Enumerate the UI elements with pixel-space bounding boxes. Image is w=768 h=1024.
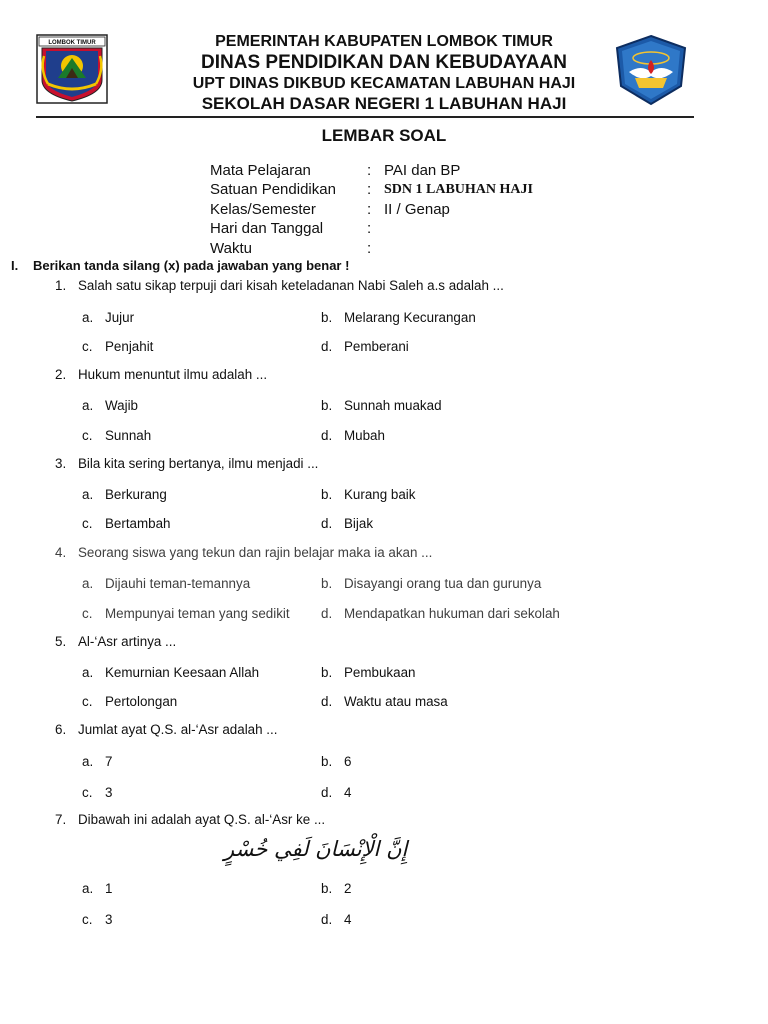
option-1a[interactable] xyxy=(82,310,134,325)
question-2 xyxy=(55,367,267,382)
option-6a[interactable] xyxy=(82,754,112,769)
option-letter: b. xyxy=(321,310,333,325)
section-instruction: Berikan tanda silang (x) pada jawaban yang benar ! xyxy=(33,258,350,273)
info-value: PAI dan BP xyxy=(384,162,461,179)
arabic-verse-text: إِنَّ الْإِنْسَانَ لَفِي خُسْرٍ xyxy=(224,837,408,861)
option-text: Berkurang xyxy=(105,487,167,502)
option-letter: a. xyxy=(82,576,94,591)
info-label: Kelas/Semester xyxy=(210,200,316,218)
question-number: 7. xyxy=(55,812,67,827)
option-7a[interactable] xyxy=(82,881,112,896)
lombok-timur-logo xyxy=(36,34,108,104)
option-letter: c. xyxy=(82,606,93,621)
question-number: 4. xyxy=(55,545,67,560)
option-2d[interactable] xyxy=(321,428,385,443)
option-text: Mubah xyxy=(344,428,385,443)
option-1d[interactable] xyxy=(321,339,409,354)
question-number: 2. xyxy=(55,367,67,382)
option-letter: c. xyxy=(82,339,93,354)
option-5c[interactable] xyxy=(82,694,177,709)
letterhead-government: PEMERINTAH KABUPATEN LOMBOK TIMUR xyxy=(215,33,553,50)
info-label: Waktu xyxy=(210,239,252,257)
option-letter: a. xyxy=(82,881,94,896)
option-letter: b. xyxy=(321,487,333,502)
question-3 xyxy=(55,456,318,471)
question-text: Salah satu sikap terpuji dari kisah keteladanan Nabi Saleh a.s adalah ... xyxy=(78,278,504,293)
question-4 xyxy=(55,545,432,560)
logo-left-caption: LOMBOK TIMUR xyxy=(48,40,96,46)
question-text: Bila kita sering bertanya, ilmu menjadi ... xyxy=(78,456,319,471)
option-text: Mendapatkan hukuman dari sekolah xyxy=(344,606,560,621)
option-1b[interactable] xyxy=(321,310,476,325)
option-5a[interactable] xyxy=(82,665,259,680)
question-number: 3. xyxy=(55,456,67,471)
option-text: 2 xyxy=(344,881,352,896)
option-3a[interactable] xyxy=(82,487,167,502)
info-colon: : xyxy=(367,200,372,218)
option-letter: d. xyxy=(321,606,333,621)
option-text: Sunnah muakad xyxy=(344,398,442,413)
option-4d[interactable] xyxy=(321,606,560,621)
info-value: SDN 1 LABUHAN HAJI xyxy=(384,182,533,198)
option-4c[interactable] xyxy=(82,606,290,621)
info-colon: : xyxy=(367,162,372,179)
option-text: Penjahit xyxy=(105,339,154,354)
option-text: 1 xyxy=(105,881,113,896)
question-1 xyxy=(55,278,504,293)
option-6d[interactable] xyxy=(321,785,351,800)
option-2b[interactable] xyxy=(321,398,442,413)
info-colon: : xyxy=(367,181,372,199)
question-text: Hukum menuntut ilmu adalah ... xyxy=(78,367,268,382)
question-number: 5. xyxy=(55,634,67,649)
option-letter: d. xyxy=(321,785,333,800)
question-7 xyxy=(55,812,325,827)
letterhead-department: DINAS PENDIDIKAN DAN KEBUDAYAAN xyxy=(201,52,567,73)
option-text: Dijauhi teman-temannya xyxy=(105,576,251,591)
option-text: Pembukaan xyxy=(344,665,416,680)
option-text: 7 xyxy=(105,754,113,769)
letterhead-school: SEKOLAH DASAR NEGERI 1 LABUHAN HAJI xyxy=(201,94,567,113)
option-7d[interactable] xyxy=(321,912,351,927)
option-6c[interactable] xyxy=(82,785,112,800)
info-label: Mata Pelajaran xyxy=(210,162,311,179)
option-text: Mempunyai teman yang sedikit xyxy=(105,606,290,621)
option-letter: b. xyxy=(321,881,333,896)
question-number: 6. xyxy=(55,722,67,737)
letterhead-upt: UPT DINAS DIKBUD KECAMATAN LABUHAN HAJI xyxy=(192,75,576,92)
option-letter: d. xyxy=(321,339,333,354)
option-4b[interactable] xyxy=(321,576,541,591)
question-text: Seorang siswa yang tekun dan rajin belajar maka ia akan ... xyxy=(78,545,433,560)
option-letter: a. xyxy=(82,487,94,502)
info-colon: : xyxy=(367,220,372,238)
option-6b[interactable] xyxy=(321,754,351,769)
option-4a[interactable] xyxy=(82,576,250,591)
option-text: 6 xyxy=(344,754,352,769)
section-heading xyxy=(11,258,349,273)
question-text: Jumlat ayat Q.S. al-‘Asr adalah ... xyxy=(78,722,278,737)
letterhead xyxy=(120,34,648,112)
option-letter: a. xyxy=(82,398,94,413)
option-letter: d. xyxy=(321,912,333,927)
option-letter: b. xyxy=(321,576,333,591)
option-text: Kurang baik xyxy=(344,487,416,502)
option-letter: c. xyxy=(82,785,93,800)
option-text: Wajib xyxy=(105,398,138,413)
option-text: Pertolongan xyxy=(105,694,178,709)
option-letter: c. xyxy=(82,516,93,531)
option-letter: b. xyxy=(321,754,333,769)
option-text: Pemberani xyxy=(344,339,409,354)
option-text: Waktu atau masa xyxy=(344,694,448,709)
option-text: 4 xyxy=(344,785,352,800)
option-2a[interactable] xyxy=(82,398,138,413)
option-letter: c. xyxy=(82,428,93,443)
option-7c[interactable] xyxy=(82,912,112,927)
info-value: II / Genap xyxy=(384,200,450,218)
letterhead-divider xyxy=(36,116,694,118)
option-text: 3 xyxy=(105,912,113,927)
question-number: 1. xyxy=(55,278,67,293)
option-text: Disayangi orang tua dan gurunya xyxy=(344,576,542,591)
option-text: 3 xyxy=(105,785,113,800)
option-letter: d. xyxy=(321,428,333,443)
option-letter: d. xyxy=(321,516,333,531)
option-1c[interactable] xyxy=(82,339,153,354)
question-text: Dibawah ini adalah ayat Q.S. al-‘Asr ke ... xyxy=(78,812,326,827)
option-letter: b. xyxy=(321,398,333,413)
option-text: Sunnah xyxy=(105,428,152,443)
section-number: I. xyxy=(11,258,19,273)
option-letter: a. xyxy=(82,665,94,680)
question-text: Al-‘Asr artinya ... xyxy=(78,634,177,649)
option-text: Kemurnian Keesaan Allah xyxy=(105,665,260,680)
question-5 xyxy=(55,634,176,649)
option-letter: c. xyxy=(82,694,93,709)
sheet-title: LEMBAR SOAL xyxy=(321,126,447,145)
option-letter: a. xyxy=(82,310,94,325)
info-colon: : xyxy=(367,239,372,257)
info-label: Satuan Pendidikan xyxy=(210,181,336,199)
option-3b[interactable] xyxy=(321,487,415,502)
arabic-verse-image xyxy=(80,832,408,872)
option-3d[interactable] xyxy=(321,516,373,531)
option-2c[interactable] xyxy=(82,428,151,443)
option-text: Bijak xyxy=(344,516,374,531)
option-5d[interactable] xyxy=(321,694,448,709)
info-label: Hari dan Tanggal xyxy=(210,220,324,238)
option-letter: a. xyxy=(82,754,94,769)
option-text: Jujur xyxy=(105,310,135,325)
option-text: Bertambah xyxy=(105,516,171,531)
option-3c[interactable] xyxy=(82,516,171,531)
option-letter: c. xyxy=(82,912,93,927)
option-text: Melarang Kecurangan xyxy=(344,310,476,325)
option-text: 4 xyxy=(344,912,352,927)
option-letter: d. xyxy=(321,694,333,709)
question-6 xyxy=(55,722,277,737)
option-5b[interactable] xyxy=(321,665,415,680)
option-7b[interactable] xyxy=(321,881,351,896)
option-letter: b. xyxy=(321,665,333,680)
